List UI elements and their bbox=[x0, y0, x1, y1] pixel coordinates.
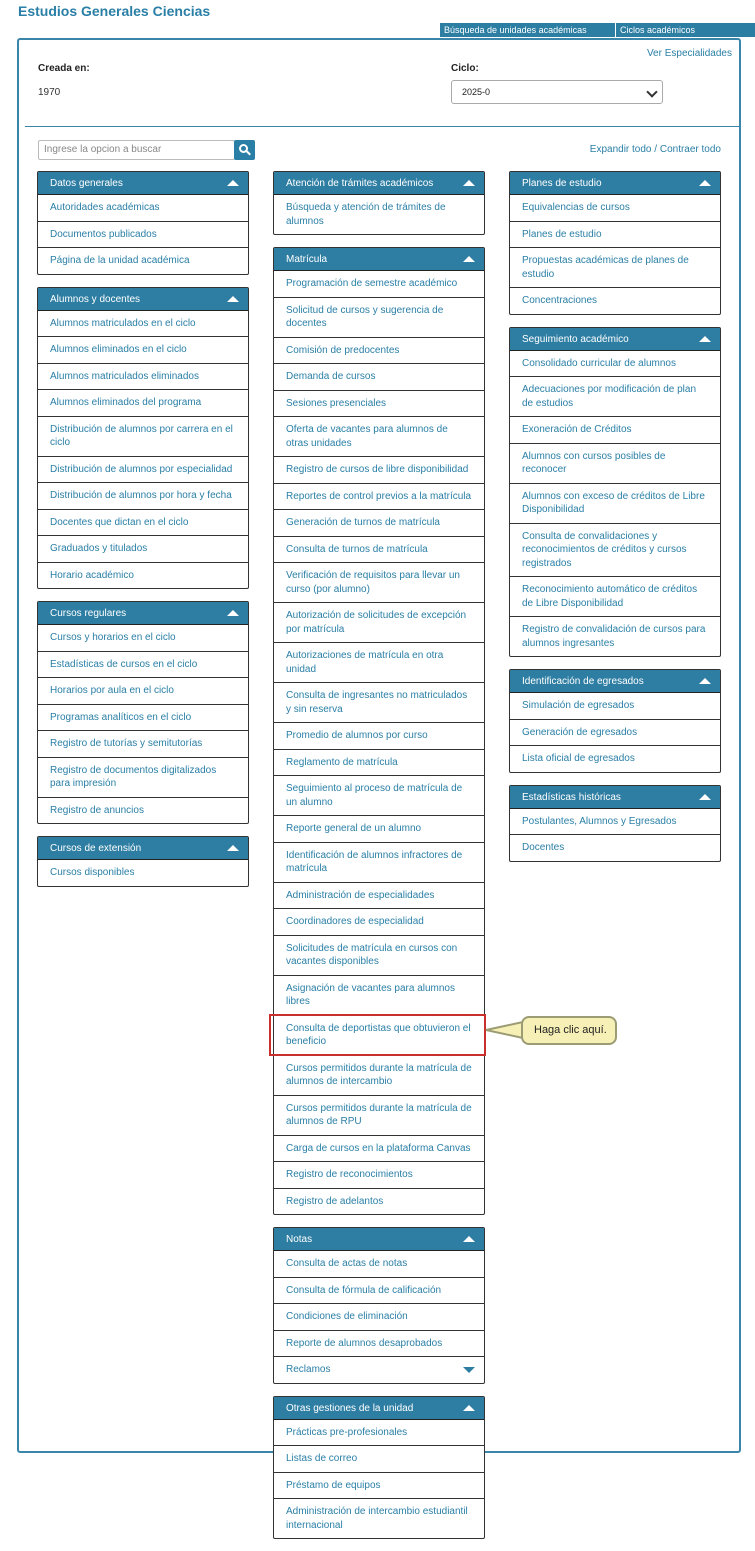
menu-item-prestamo-de-equipos[interactable] bbox=[274, 1473, 484, 1500]
menu-item-lista-oficial-de-egresados[interactable] bbox=[510, 746, 720, 772]
panel-datos-generales bbox=[37, 171, 249, 275]
menu-item-distribucion-de-alumnos-por-hora-y-fecha[interactable] bbox=[38, 483, 248, 510]
menu-item-label: Cursos permitidos durante la matrícula de alumnos de RPU bbox=[286, 1102, 472, 1127]
collapse-all-link[interactable]: Contraer todo bbox=[659, 144, 721, 155]
menu-item-label: Estadísticas de cursos en el ciclo bbox=[50, 658, 198, 670]
menu-item-autorizaciones-de-matricula-en-otra-unid[interactable] bbox=[274, 643, 484, 683]
menu-item-docentes-que-dictan-en-el-ciclo[interactable] bbox=[38, 510, 248, 537]
menu-item-reglamento-de-matricula[interactable] bbox=[274, 750, 484, 777]
menu-item-label: Registro de cursos de libre disponibilidad bbox=[286, 464, 469, 475]
menu-item-alumnos-matriculados-en-el-ciclo[interactable] bbox=[38, 311, 248, 338]
menu-item-alumnos-con-cursos-posibles-de-reconocer[interactable] bbox=[510, 444, 720, 484]
panel-seguimiento-academico bbox=[509, 327, 721, 658]
menu-item-label: Alumnos con cursos posibles de reconocer bbox=[522, 450, 666, 475]
menu-item-reconocimiento-automatico-de-creditos-de[interactable] bbox=[510, 577, 720, 617]
menu-item-label: Sesiones presenciales bbox=[286, 397, 387, 409]
menu-item-label: Reclamos bbox=[286, 1364, 331, 1375]
menu-item-label: Consulta de turnos de matrícula bbox=[286, 543, 428, 555]
menu-item-label: Distribución de alumnos por carrera en el ciclo bbox=[50, 423, 233, 448]
panel-title: Identificación de egresados bbox=[522, 676, 644, 687]
menu-item-programas-analiticos-en-el-ciclo[interactable] bbox=[38, 705, 248, 732]
menu-item-cursos-disponibles[interactable] bbox=[38, 860, 248, 886]
expand-separator: / bbox=[651, 144, 660, 155]
menu-item-label: Alumnos matriculados eliminados bbox=[50, 370, 199, 382]
menu-item-generacion-de-egresados[interactable] bbox=[510, 720, 720, 747]
menu-item-verificacion-de-requisitos-para-llevar-u[interactable] bbox=[274, 563, 484, 603]
menu-item-administracion-de-intercambio-estudianti[interactable] bbox=[274, 1499, 484, 1538]
menu-item-solicitudes-de-matricula-en-cursos-con-v[interactable] bbox=[274, 936, 484, 976]
menu-item-label: Consulta de convalidaciones y reconocimientos de créditos y cursos registrados bbox=[522, 530, 687, 569]
menu-item-coordinadores-de-especialidad[interactable] bbox=[274, 909, 484, 936]
panel-estadisticas-historicas bbox=[509, 785, 721, 862]
panel-cursos-regulares bbox=[37, 601, 249, 824]
menu-item-postulantes-alumnos-y-egresados[interactable] bbox=[510, 809, 720, 836]
cycle-select-value: 2025-0 bbox=[462, 87, 491, 97]
divider bbox=[25, 126, 739, 127]
menu-item-label: Administración de especialidades bbox=[286, 889, 435, 901]
caret-down-icon[interactable] bbox=[463, 1367, 475, 1373]
menu-item-consulta-de-deportistas-que-obtuvieron-e[interactable] bbox=[274, 1016, 484, 1056]
menu-item-label: Carga de cursos en la plataforma Canvas bbox=[286, 1142, 471, 1154]
chevron-down-icon bbox=[646, 86, 657, 97]
menu-item-horario-academico[interactable] bbox=[38, 563, 248, 589]
menu-item-listas-de-correo[interactable] bbox=[274, 1446, 484, 1473]
collapse-arrow-icon[interactable] bbox=[699, 180, 711, 186]
panel-header[interactable] bbox=[38, 288, 248, 311]
menu-item-label: Consulta de actas de notas bbox=[286, 1258, 408, 1269]
menu-item-label: Propuestas académicas de planes de estudio bbox=[522, 255, 689, 280]
menu-item-busqueda-y-atencion-de-tramites-de-alumn[interactable] bbox=[274, 195, 484, 234]
panel-title: Planes de estudio bbox=[522, 178, 602, 189]
menu-item-graduados-y-titulados[interactable] bbox=[38, 536, 248, 563]
collapse-arrow-icon[interactable] bbox=[699, 678, 711, 684]
menu-item-label: Búsqueda y atención de trámites de alumnos bbox=[286, 202, 446, 227]
menu-item-horarios-por-aula-en-el-ciclo[interactable] bbox=[38, 678, 248, 705]
panel-title: Matrícula bbox=[286, 254, 328, 265]
menu-item-practicas-pre-profesionales[interactable] bbox=[274, 1420, 484, 1447]
collapse-arrow-icon[interactable] bbox=[463, 1236, 475, 1242]
menu-item-label: Alumnos con exceso de créditos de Libre Disponibilidad bbox=[522, 490, 705, 515]
page-title: Estudios Generales Ciencias bbox=[18, 3, 211, 19]
menu-item-label: Generación de egresados bbox=[522, 726, 638, 738]
panel-title: Cursos regulares bbox=[50, 608, 127, 619]
menu-item-label: Listas de correo bbox=[286, 1453, 358, 1464]
menu-item-registro-de-convalidacion-de-cursos-para[interactable] bbox=[510, 617, 720, 656]
menu-item-demanda-de-cursos[interactable] bbox=[274, 364, 484, 391]
menu-item-registro-de-tutorias-y-semitutorias[interactable] bbox=[38, 731, 248, 758]
menu-item-administracion-de-especialidades[interactable] bbox=[274, 883, 484, 910]
menu-item-promedio-de-alumnos-por-curso[interactable] bbox=[274, 723, 484, 750]
menu-item-documentos-publicados[interactable] bbox=[38, 222, 248, 249]
menu-item-solicitud-de-cursos-y-sugerencia-de-doce[interactable] bbox=[274, 298, 484, 338]
collapse-arrow-icon[interactable] bbox=[463, 1405, 475, 1411]
search-input[interactable]: Ingrese la opcion a buscar bbox=[38, 140, 235, 160]
panel-title: Atención de trámites académicos bbox=[286, 178, 434, 189]
menu-item-label: Reconocimiento automático de créditos de Libre Disponibilidad bbox=[522, 584, 698, 609]
menu-item-label: Comisión de predocentes bbox=[286, 344, 400, 356]
panel-title: Otras gestiones de la unidad bbox=[286, 1402, 414, 1414]
menu-item-label: Registro de documentos digitalizados para impresión bbox=[50, 764, 217, 789]
ver-especialidades-link[interactable]: Ver Especialidades bbox=[646, 48, 732, 59]
tab-ciclos-academicos[interactable]: Ciclos académicos bbox=[616, 23, 755, 37]
menu-item-cursos-permitidos-durante-la-matricula-d[interactable] bbox=[274, 1056, 484, 1096]
panel-header[interactable] bbox=[510, 670, 720, 693]
menu-item-label: Reporte general de un alumno bbox=[286, 823, 422, 834]
menu-item-estadisticas-de-cursos-en-el-ciclo[interactable] bbox=[38, 652, 248, 679]
menu-item-label: Registro de tutorías y semitutorías bbox=[50, 738, 203, 749]
menu-item-label: Graduados y titulados bbox=[50, 543, 148, 554]
menu-item-label: Postulantes, Alumnos y Egresados bbox=[522, 815, 677, 827]
collapse-arrow-icon[interactable] bbox=[227, 180, 239, 186]
menu-item-consulta-de-formula-de-calificacion[interactable] bbox=[274, 1278, 484, 1305]
menu-item-equivalencias-de-cursos[interactable] bbox=[510, 195, 720, 222]
panel-identificacion-de-egresados bbox=[509, 669, 721, 773]
menu-item-distribucion-de-alumnos-por-carrera-en-e[interactable] bbox=[38, 417, 248, 457]
menu-item-label: Solicitud de cursos y sugerencia de docentes bbox=[286, 304, 444, 329]
panel-header[interactable] bbox=[274, 172, 484, 195]
menu-column-left bbox=[37, 171, 249, 899]
menu-item-programacion-de-semestre-academico[interactable] bbox=[274, 271, 484, 298]
menu-item-label: Registro de adelantos bbox=[286, 1195, 384, 1207]
panel-title: Cursos de extensión bbox=[50, 843, 142, 854]
menu-item-registro-de-anuncios[interactable] bbox=[38, 798, 248, 824]
panel-title: Alumnos y docentes bbox=[50, 293, 141, 305]
panel-notas bbox=[273, 1227, 485, 1384]
menu-item-cursos-y-horarios-en-el-ciclo[interactable] bbox=[38, 625, 248, 652]
menu-item-seguimiento-al-proceso-de-matricula-de-u[interactable] bbox=[274, 776, 484, 816]
menu-column-right bbox=[509, 171, 721, 874]
menu-item-planes-de-estudio[interactable] bbox=[510, 222, 720, 249]
menu-item-reporte-general-de-un-alumno[interactable] bbox=[274, 816, 484, 843]
menu-item-distribucion-de-alumnos-por-especialidad[interactable] bbox=[38, 457, 248, 484]
menu-item-label: Cursos permitidos durante la matrícula de alumnos de intercambio bbox=[286, 1062, 472, 1087]
menu-item-consolidado-curricular-de-alumnos[interactable] bbox=[510, 351, 720, 378]
menu-item-label: Cursos y horarios en el ciclo bbox=[50, 632, 176, 643]
menu-item-autorizacion-de-solicitudes-de-excepcion[interactable] bbox=[274, 603, 484, 643]
menu-item-label: Docentes que dictan en el ciclo bbox=[50, 516, 189, 528]
menu-item-label: Consulta de ingresantes no matriculados y sin reserva bbox=[286, 690, 468, 715]
menu-item-registro-de-adelantos[interactable] bbox=[274, 1189, 484, 1215]
panel-alumnos-y-docentes bbox=[37, 287, 249, 590]
panel-header[interactable] bbox=[510, 786, 720, 809]
menu-item-cursos-permitidos-durante-la-matricula-d[interactable] bbox=[274, 1096, 484, 1136]
menu-item-alumnos-eliminados-en-el-ciclo[interactable] bbox=[38, 337, 248, 364]
menu-item-label: Seguimiento al proceso de matrícula de un alumno bbox=[286, 783, 463, 808]
collapse-arrow-icon[interactable] bbox=[463, 256, 475, 262]
menu-item-label: Docentes bbox=[522, 842, 565, 853]
menu-item-autoridades-academicas[interactable] bbox=[38, 195, 248, 222]
menu-item-label: Autorizaciones de matrícula en otra unidad bbox=[286, 650, 444, 675]
menu-item-label: Horario académico bbox=[50, 569, 134, 581]
menu-item-label: Identificación de alumnos infractores de matrícula bbox=[286, 849, 463, 874]
panel-header[interactable] bbox=[274, 1228, 484, 1251]
expand-collapse bbox=[590, 144, 721, 155]
menu-item-label: Préstamo de equipos bbox=[286, 1479, 381, 1491]
menu-item-label: Cursos disponibles bbox=[50, 867, 135, 878]
menu-item-label: Coordinadores de especialidad bbox=[286, 916, 424, 927]
menu-item-identificacion-de-alumnos-infractores-de[interactable] bbox=[274, 843, 484, 883]
menu-item-label: Asignación de vacantes para alumnos libres bbox=[286, 982, 455, 1007]
menu-item-label: Promedio de alumnos por curso bbox=[286, 730, 428, 741]
collapse-arrow-icon[interactable] bbox=[227, 610, 239, 616]
panel-title: Estadísticas históricas bbox=[522, 791, 621, 803]
panel-atencion-de-tramites-academicos bbox=[273, 171, 485, 235]
menu-item-label: Oferta de vacantes para alumnos de otras unidades bbox=[286, 424, 448, 449]
panel-header[interactable] bbox=[510, 172, 720, 195]
menu-item-label: Administración de intercambio estudiantil internacional bbox=[286, 1506, 468, 1531]
menu-item-label: Autoridades académicas bbox=[50, 202, 160, 213]
menu-item-generacion-de-turnos-de-matricula[interactable] bbox=[274, 510, 484, 537]
menu-item-pagina-de-la-unidad-academica[interactable] bbox=[38, 248, 248, 274]
menu-item-label: Solicitudes de matrícula en cursos con vacantes disponibles bbox=[286, 942, 458, 967]
menu-item-label: Reglamento de matrícula bbox=[286, 756, 398, 768]
panel-header[interactable] bbox=[510, 328, 720, 351]
menu-item-label: Planes de estudio bbox=[522, 228, 602, 240]
tab-busqueda-unidades[interactable]: Búsqueda de unidades académicas bbox=[440, 23, 616, 37]
menu-item-label: Equivalencias de cursos bbox=[522, 202, 630, 213]
menu-item-label: Adecuaciones por modificación de plan de estudios bbox=[522, 384, 696, 409]
menu-item-label: Consolidado curricular de alumnos bbox=[522, 357, 676, 369]
panel-title: Datos generales bbox=[50, 178, 123, 189]
menu-item-consulta-de-actas-de-notas[interactable] bbox=[274, 1251, 484, 1278]
menu-item-label: Simulación de egresados bbox=[522, 700, 635, 711]
callout-tooltip: Haga clic aquí. bbox=[521, 1016, 617, 1045]
menu-item-label: Demanda de cursos bbox=[286, 371, 376, 382]
menu-item-label: Distribución de alumnos por hora y fecha bbox=[50, 490, 232, 501]
menu-column-center bbox=[273, 171, 485, 1551]
menu-item-adecuaciones-por-modificacion-de-plan-de[interactable] bbox=[510, 377, 720, 417]
menu-item-label: Alumnos matriculados en el ciclo bbox=[50, 317, 196, 329]
menu-item-label: Concentraciones bbox=[522, 295, 598, 306]
menu-item-label: Exoneración de Créditos bbox=[522, 424, 632, 435]
menu-item-label: Reportes de control previos a la matrícula bbox=[286, 490, 472, 502]
collapse-arrow-icon[interactable] bbox=[227, 296, 239, 302]
menu-item-alumnos-con-exceso-de-creditos-de-libre-[interactable] bbox=[510, 484, 720, 524]
created-label: Creada en: bbox=[38, 63, 90, 74]
panel-title: Notas bbox=[286, 1234, 313, 1245]
menu-item-registro-de-reconocimientos[interactable] bbox=[274, 1162, 484, 1189]
menu-item-alumnos-matriculados-eliminados[interactable] bbox=[38, 364, 248, 391]
menu-item-reportes-de-control-previos-a-la-matricu[interactable] bbox=[274, 484, 484, 511]
menu-item-registro-de-cursos-de-libre-disponibilid[interactable] bbox=[274, 457, 484, 484]
menu-item-label: Lista oficial de egresados bbox=[522, 753, 635, 764]
collapse-arrow-icon[interactable] bbox=[463, 180, 475, 186]
menu-item-sesiones-presenciales[interactable] bbox=[274, 391, 484, 418]
menu-item-alumnos-eliminados-del-programa[interactable] bbox=[38, 390, 248, 417]
menu-item-registro-de-documentos-digitalizados-par[interactable] bbox=[38, 758, 248, 798]
menu-item-label: Registro de reconocimientos bbox=[286, 1169, 413, 1180]
panel-header[interactable] bbox=[38, 602, 248, 625]
search-button[interactable] bbox=[234, 140, 255, 160]
panel-header[interactable] bbox=[274, 1397, 484, 1420]
panel-title: Seguimiento académico bbox=[522, 333, 629, 345]
menu-item-label: Alumnos eliminados del programa bbox=[50, 397, 202, 408]
menu-item-label: Documentos publicados bbox=[50, 228, 157, 240]
panel-cursos-de-extension bbox=[37, 836, 249, 887]
menu-item-consulta-de-turnos-de-matricula[interactable] bbox=[274, 537, 484, 564]
menu-item-label: Reporte de alumnos desaprobados bbox=[286, 1337, 443, 1349]
menu-item-comision-de-predocentes[interactable] bbox=[274, 338, 484, 365]
menu-item-label: Programación de semestre académico bbox=[286, 278, 458, 289]
collapse-arrow-icon[interactable] bbox=[227, 845, 239, 851]
menu-item-label: Consulta de deportistas que obtuvieron el beneficio bbox=[286, 1022, 471, 1047]
menu-item-condiciones-de-eliminacion[interactable] bbox=[274, 1304, 484, 1331]
menu-item-docentes[interactable] bbox=[510, 835, 720, 861]
menu-item-simulacion-de-egresados[interactable] bbox=[510, 693, 720, 720]
menu-item-exoneracion-de-creditos[interactable] bbox=[510, 417, 720, 444]
menu-item-carga-de-cursos-en-la-plataforma-canvas[interactable] bbox=[274, 1136, 484, 1163]
panel-matricula bbox=[273, 247, 485, 1215]
panel-header[interactable] bbox=[274, 248, 484, 271]
cycle-select[interactable] bbox=[451, 80, 663, 104]
collapse-arrow-icon[interactable] bbox=[699, 794, 711, 800]
callout-pointer bbox=[486, 1019, 523, 1041]
menu-item-label: Verificación de requisitos para llevar un curso (por alumno) bbox=[286, 570, 460, 595]
menu-item-label: Condiciones de eliminación bbox=[286, 1311, 408, 1322]
menu-item-label: Consulta de fórmula de calificación bbox=[286, 1284, 442, 1296]
cycle-label: Ciclo: bbox=[451, 63, 479, 74]
menu-item-propuestas-academicas-de-planes-de-estud[interactable] bbox=[510, 248, 720, 288]
menu-item-label: Prácticas pre-profesionales bbox=[286, 1426, 408, 1438]
menu-item-label: Horarios por aula en el ciclo bbox=[50, 685, 174, 696]
collapse-arrow-icon[interactable] bbox=[699, 336, 711, 342]
menu-item-oferta-de-vacantes-para-alumnos-de-otras[interactable] bbox=[274, 417, 484, 457]
menu-item-label: Página de la unidad académica bbox=[50, 255, 190, 266]
top-tabs bbox=[440, 23, 755, 37]
menu-item-label: Programas analíticos en el ciclo bbox=[50, 711, 192, 723]
panel-planes-de-estudio bbox=[509, 171, 721, 315]
panel-otras-gestiones-de-la-unidad bbox=[273, 1396, 485, 1540]
menu-item-label: Autorización de solicitudes de excepción por matrícula bbox=[286, 610, 467, 635]
menu-item-concentraciones[interactable] bbox=[510, 288, 720, 314]
menu-item-label: Registro de convalidación de cursos para alumnos ingresantes bbox=[522, 624, 706, 649]
created-value: 1970 bbox=[38, 87, 61, 98]
menu-item-consulta-de-ingresantes-no-matriculados-[interactable] bbox=[274, 683, 484, 723]
menu-item-reclamos[interactable] bbox=[274, 1357, 484, 1383]
panel-header[interactable] bbox=[38, 172, 248, 195]
menu-item-consulta-de-convalidaciones-y-reconocimi[interactable] bbox=[510, 524, 720, 578]
expand-all-link[interactable]: Expandir todo bbox=[589, 144, 652, 155]
menu-item-label: Generación de turnos de matrícula bbox=[286, 517, 440, 528]
menu-item-label: Registro de anuncios bbox=[50, 804, 144, 816]
menu-item-asignacion-de-vacantes-para-alumnos-libr[interactable] bbox=[274, 976, 484, 1016]
menu-item-label: Alumnos eliminados en el ciclo bbox=[50, 344, 187, 355]
menu-item-reporte-de-alumnos-desaprobados[interactable] bbox=[274, 1331, 484, 1358]
panel-header[interactable] bbox=[38, 837, 248, 860]
menu-item-label: Distribución de alumnos por especialidad bbox=[50, 463, 233, 475]
